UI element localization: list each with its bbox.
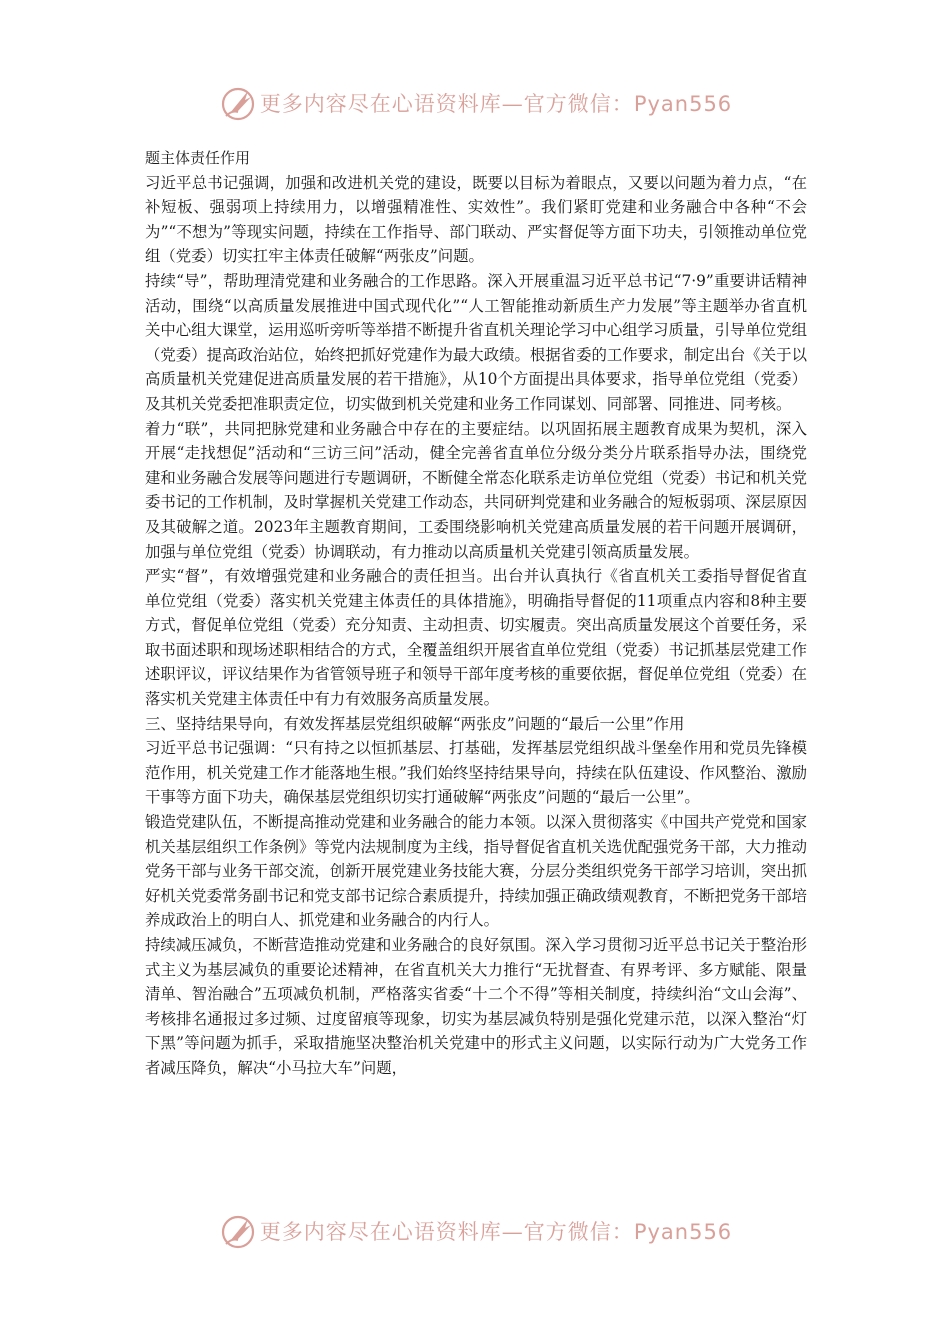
paragraph: 严实“督”，有效增强党建和业务融合的责任担当。出台并认真执行《省直机关工委指导督促省直单位党组（党委）落实机关党建主体责任的具体措施》，明确指导督促的11项重点内容和8种主要方式，督促单位党组（党委）充分知责、主动担责、切实履责。突出高质量发展这个首要任务，采取书面述职和现场述职相结合的方式，全覆盖组织开展省直单位党组（党委）书记抓基层党建工作述职评议，评议结果作为省管领导班子和领导干部年度考核的重要依据，督促单位党组（党委）在落实机关党建主体责任中有力有效服务高质量发展。 — [145, 567, 807, 709]
paragraph: 习近平总书记强调：“只有持之以恒抓基层、打基础，发挥基层党组织战斗堡垒作用和党员先锋模范作用，机关党建工作才能落地生根。”我们始终坚持结果导向，持续在队伍建设、作风整治、激励干事等方面下功夫，确保基层党组织切实打通破解“两张皮”问题的“最后一公里”。 — [145, 739, 807, 807]
watermark-text: 更多内容尽在心语资料库—官方微信：Pyan556 — [259, 1220, 733, 1244]
wechat-id: Pyan556 — [633, 92, 733, 116]
paragraph: 习近平总书记强调，加强和改进机关党的建设，既要以目标为着眼点，又要以问题为着力点，“在补短板、强弱项上持续用力，以增强精准性、实效性”。我们紧盯党建和业务融合中各种“不会为”“不想为”等现实问题，持续在工作指导、部门联动、严实督促等方面下功夫，引领推动单位党组（党委）切实扛牢主体责任破解“两张皮”问题。 — [145, 173, 807, 266]
quill-circle-logo-icon — [218, 1211, 258, 1251]
paragraph: 锻造党建队伍，不断提高推动党建和业务融合的能力本领。以深入贯彻落实《中国共产党党和国家机关基层组织工作条例》等党内法规制度为主线，指导督促省直机关选优配强党务干部，大力推动党务干部与业务干部交流，创新开展党建业务技能大赛，分层分类组织党务干部学习培训，突出抓好机关党委常务副书记和党支部书记综合素质提升，持续加强正确政绩观教育，不断把党务干部培养成政治上的明白人、抓党建和业务融合的内行人。 — [145, 813, 807, 930]
quill-circle-logo-icon — [218, 83, 258, 123]
wechat-id: Pyan556 — [633, 1220, 733, 1244]
section-heading-tail: 题主体责任作用 — [145, 149, 251, 167]
watermark-banner-bottom — [0, 1208, 950, 1254]
paragraph: 持续“导”，帮助理清党建和业务融合的工作思路。深入开展重温习近平总书记“7·9”重要讲话精神活动，围绕“以高质量发展推进中国式现代化”“人工智能推动新质生产力发展”等主题举办省直机关中心组大课堂，运用巡听旁听等举措不断提升省直机关理论学习中心组学习质量，引导单位党组（党委）提高政治站位，始终把抓好党建作为最大政绩。根据省委的工作要求，制定出台《关于以高质量机关党建促进高质量发展的若干措施》，从10个方面提出具体要求，指导单位党组（党委）及其机关党委把准职责定位，切实做到机关党建和业务工作同谋划、同部署、同推进、同考核。 — [145, 271, 807, 413]
watermark-banner-top — [0, 80, 950, 126]
watermark-text: 更多内容尽在心语资料库—官方微信：Pyan556 — [259, 92, 733, 116]
paragraph: 持续减压减负，不断营造推动党建和业务融合的良好氛围。深入学习贯彻习近平总书记关于整治形式主义为基层减负的重要论述精神，在省直机关大力推行“无扰督查、有界考评、多方赋能、限量清单、智治融合”五项减负机制，严格落实省委“十二个不得”等相关制度，持续纠治“文山会海”、考核排名通报过多过频、过度留痕等现象，切实为基层减负特别是强化党建示范，以深入整治“灯下黑”等问题为抓手，采取措施坚决整治机关党建中的形式主义问题，以实际行动为广大党务工作者减压降负，解决“小马拉大车”问题， — [145, 936, 807, 1077]
section-heading: 三、坚持结果导向，有效发挥基层党组织破解“两张皮”问题的“最后一公里”作用 — [145, 714, 685, 733]
document-body — [145, 146, 807, 1081]
paragraph: 着力“联”，共同把脉党建和业务融合中存在的主要症结。以巩固拓展主题教育成果为契机，深入开展“走找想促”活动和“三访三问”活动，健全完善省直单位分级分类分片联系指导办法，围绕党建和业务融合发展等问题进行专题调研，不断健全常态化联系走访单位党组（党委）书记和机关党委书记的工作机制，及时掌握机关党建工作动态，共同研判党建和业务融合的短板弱项、深层原因及其破解之道。2023年主题教育期间，工委围绕影响机关党建高质量发展的若干问题开展调研，加强与单位党组（党委）协调联动，有力推动以高质量机关党建引领高质量发展。 — [145, 419, 807, 561]
